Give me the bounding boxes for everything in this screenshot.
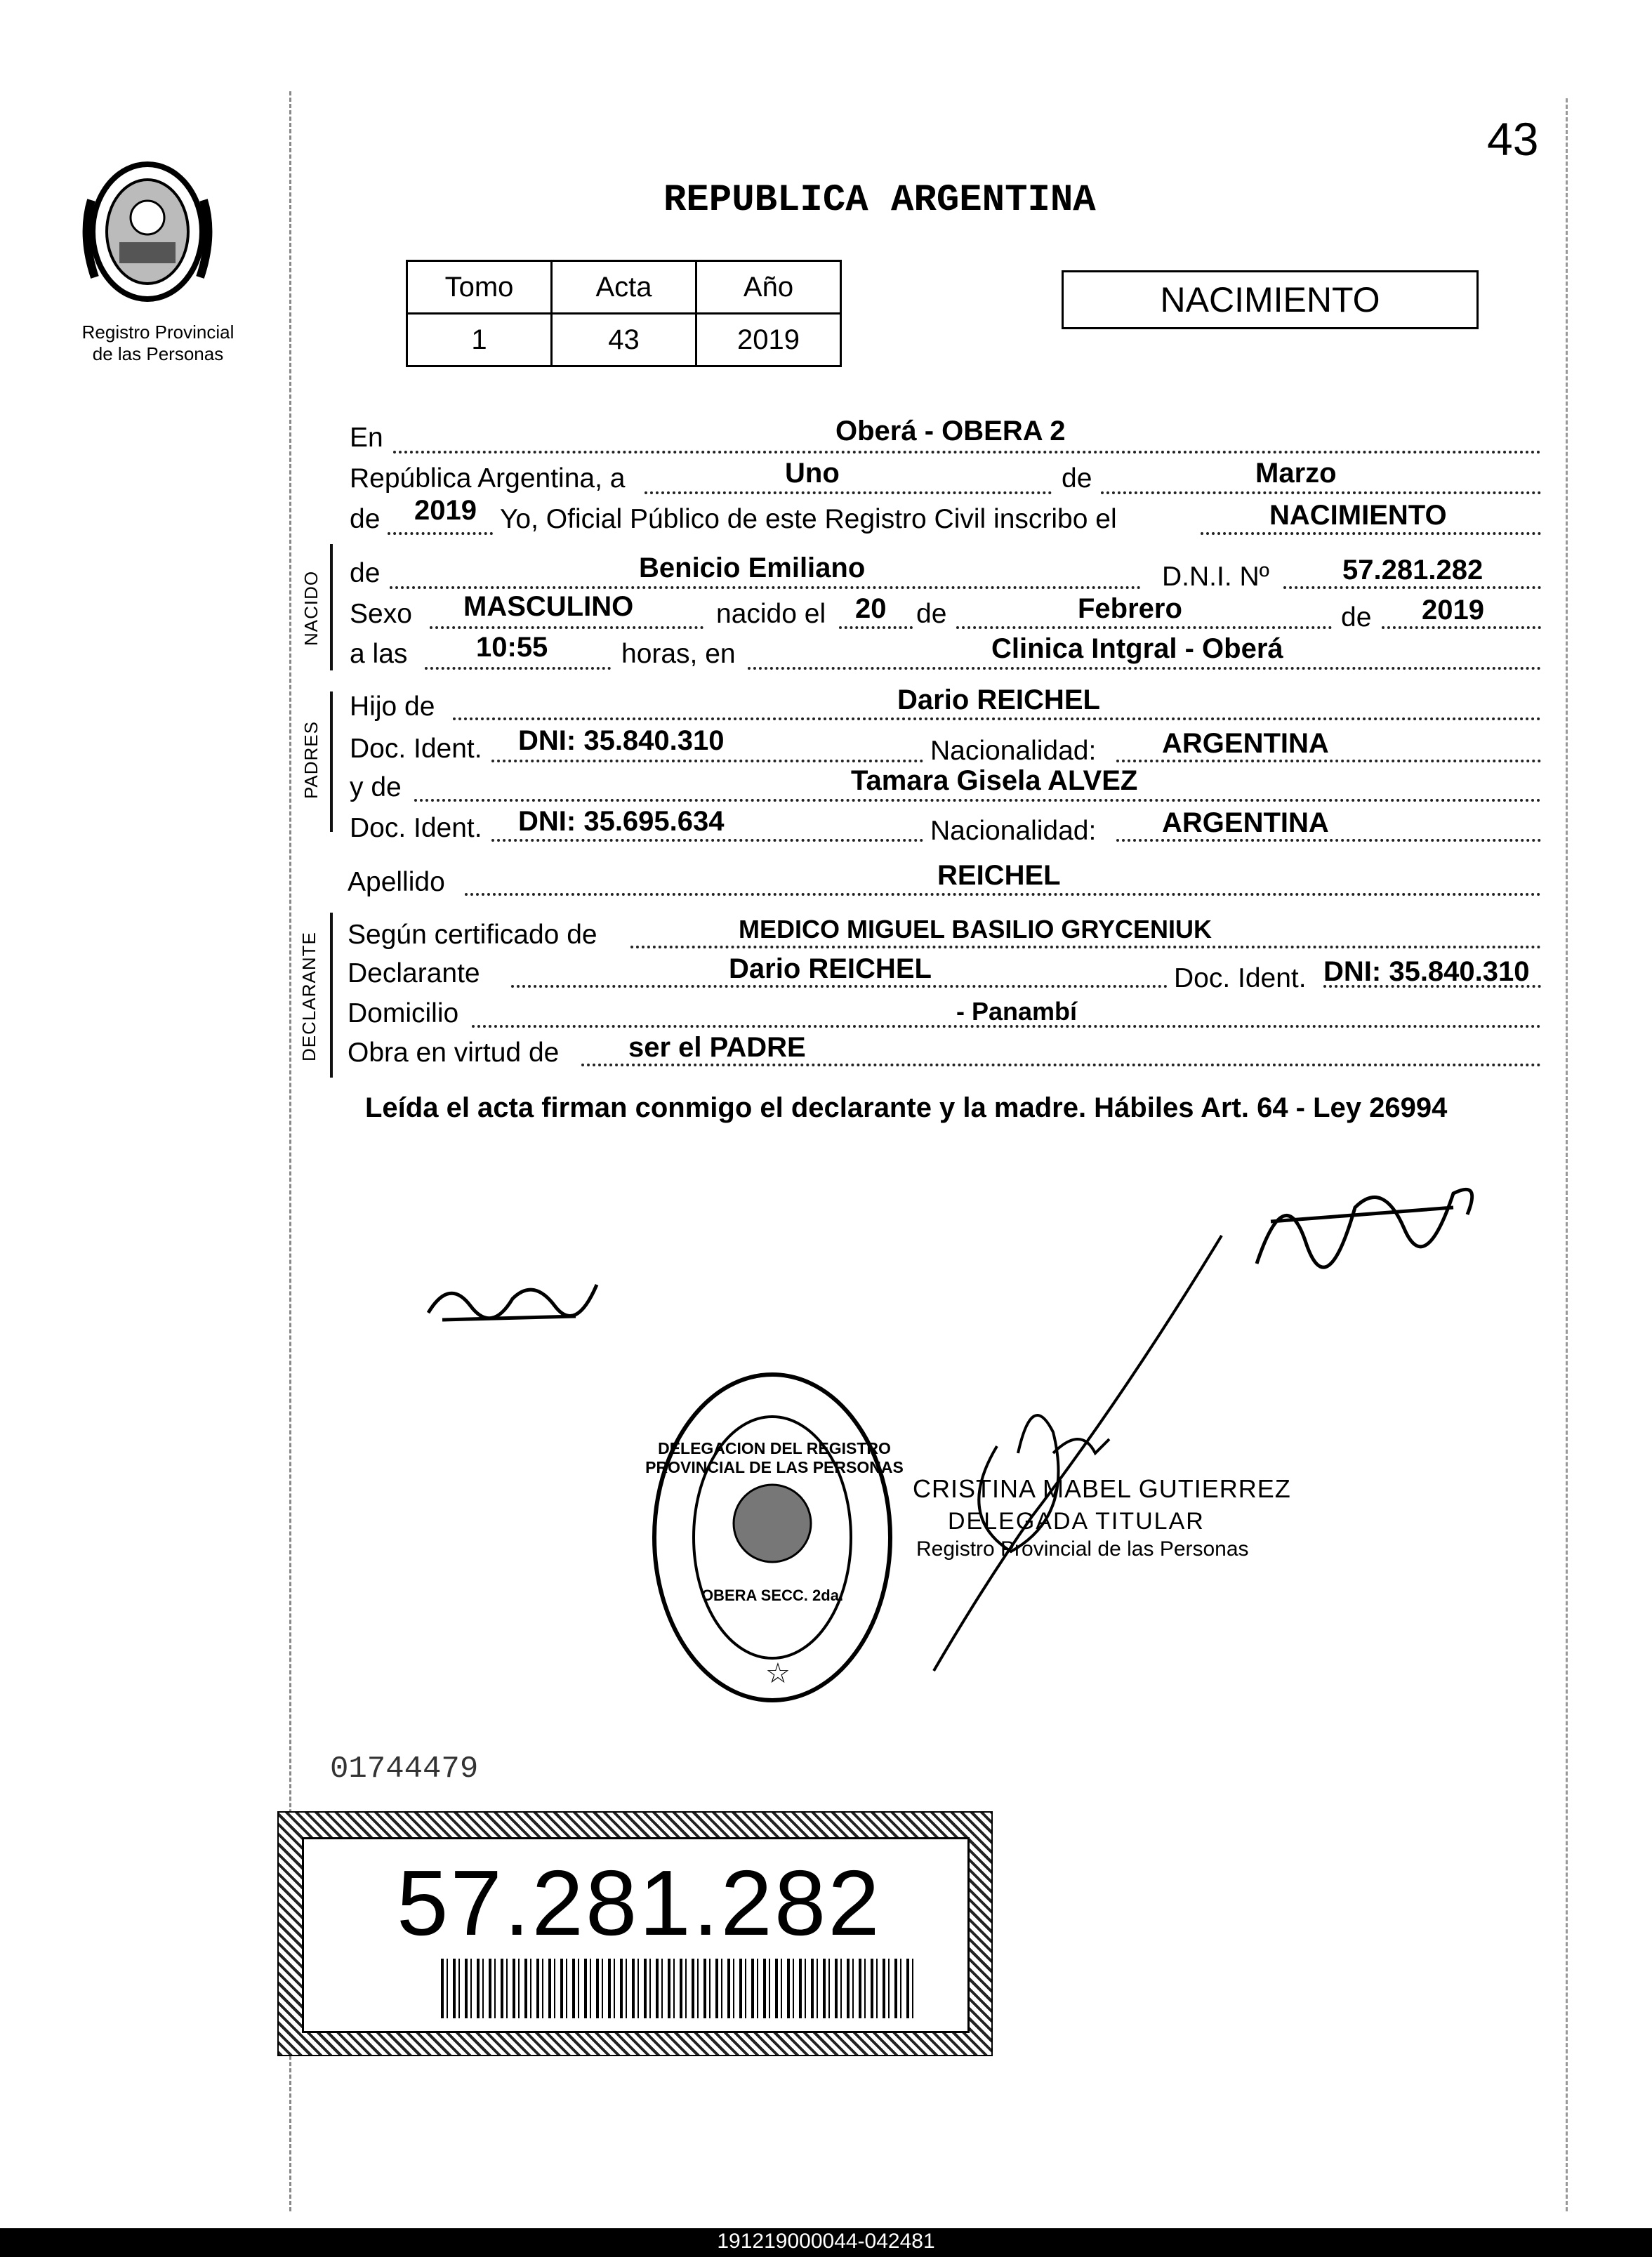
- dotted-line: [511, 985, 1168, 988]
- month-value: Marzo: [1255, 458, 1337, 489]
- ano-header: Año: [696, 261, 841, 314]
- obra-value: ser el PADRE: [628, 1032, 806, 1063]
- mother-signature: [1243, 1165, 1488, 1278]
- nacido-section-label: NACIDO: [300, 570, 322, 646]
- a-las-label: a las: [350, 639, 408, 669]
- declarante-label: Declarante: [348, 958, 480, 988]
- dotted-line: [390, 586, 1141, 589]
- dotted-line: [1116, 760, 1541, 762]
- official-org: Registro Provincial de las Personas: [916, 1537, 1249, 1561]
- republica-label: República Argentina, a: [350, 463, 626, 494]
- sexo-value: MASCULINO: [463, 591, 634, 622]
- dotted-line: [393, 451, 1541, 454]
- record-type: NACIMIENTO: [1160, 280, 1380, 319]
- year-value: 2019: [414, 495, 477, 526]
- birth-day: 20: [855, 593, 887, 624]
- birth-month: Febrero: [1078, 593, 1182, 624]
- dotted-line: [645, 491, 1052, 494]
- en-label: En: [350, 423, 383, 453]
- dotted-line: [1101, 491, 1541, 494]
- dni-big-number: 57.281.282: [397, 1851, 882, 1954]
- declarante-doc: DNI: 35.840.310: [1323, 956, 1530, 987]
- mother-name: Tamara Gisela ALVEZ: [851, 765, 1138, 796]
- birth-time: 10:55: [476, 632, 548, 663]
- dotted-line: [491, 839, 923, 842]
- section-bar: [330, 544, 333, 670]
- stamp-outer-text: DELEGACION DEL REGISTRO PROVINCIAL DE LAS PERSONAS: [645, 1439, 904, 1476]
- acta-value: 43: [552, 314, 696, 366]
- acta-header: Acta: [552, 261, 696, 314]
- dotted-line: [465, 893, 1541, 896]
- closing-text: Leída el acta firman conmigo el declarante y la madre. Hábiles Art. 64 - Ley 26994: [365, 1092, 1448, 1123]
- domicilio-label: Domicilio: [348, 998, 459, 1028]
- dotted-line: [1382, 626, 1541, 629]
- nacido-label: nacido el: [716, 599, 826, 629]
- day-value: Uno: [785, 458, 840, 489]
- hijo-label: Hijo de: [350, 691, 435, 722]
- child-name: Benicio Emiliano: [639, 552, 866, 583]
- dni-label: D.N.I. Nº: [1162, 562, 1269, 592]
- dotted-line: [630, 946, 1541, 948]
- declarante-name: Dario REICHEL: [729, 953, 932, 984]
- apellido-label: Apellido: [348, 867, 445, 897]
- oficial-text: Yo, Oficial Público de este Registro Civil inscribo el: [500, 504, 1117, 534]
- birth-place: Clinica Intgral - Oberá: [991, 633, 1283, 664]
- de-label: de: [916, 599, 947, 629]
- doc-label: Doc. Ident.: [350, 813, 482, 843]
- de-label: de: [350, 504, 381, 534]
- obra-label: Obra en virtud de: [348, 1038, 560, 1068]
- ano-value: 2019: [696, 314, 841, 366]
- official-signature: [913, 1222, 1278, 1685]
- de-label: de: [350, 558, 381, 588]
- domicilio-value: - Panambí: [956, 997, 1078, 1026]
- event-value: NACIMIENTO: [1269, 500, 1447, 531]
- stamp-inner-text: OBERA SECC. 2da.: [701, 1587, 844, 1604]
- doc-label: Doc. Ident.: [350, 734, 482, 764]
- dotted-line: [388, 532, 493, 535]
- dotted-line: [453, 717, 1541, 720]
- dotted-line: [1116, 839, 1541, 842]
- de-label: de: [1341, 602, 1372, 633]
- section-bar: [330, 691, 333, 832]
- dotted-line: [491, 760, 923, 762]
- dotted-line: [748, 667, 1541, 670]
- nacionalidad-label: Nacionalidad:: [930, 816, 1097, 846]
- certificado-label: Según certificado de: [348, 920, 597, 950]
- yde-label: y de: [350, 772, 402, 802]
- dotted-line: [581, 1064, 1541, 1066]
- record-table: [406, 260, 842, 367]
- record-type-box: [1062, 270, 1479, 329]
- child-dni: 57.281.282: [1342, 555, 1484, 585]
- dotted-line: [1283, 586, 1541, 589]
- nacionalidad-label: Nacionalidad:: [930, 736, 1097, 766]
- official-title: DELEGADA TITULAR: [948, 1508, 1205, 1535]
- right-margin-line: [1566, 98, 1568, 2211]
- declarante-section-label: DECLARANTE: [298, 932, 319, 1061]
- province-seal-logo: [77, 158, 218, 312]
- certificado-value: MEDICO MIGUEL BASILIO GRYCENIUK: [739, 915, 1212, 944]
- dotted-line: [956, 626, 1332, 629]
- doc-label: Doc. Ident.: [1174, 963, 1307, 993]
- official-stamp: [646, 1365, 899, 1709]
- section-bar: [330, 913, 333, 1078]
- official-name: CRISTINA MABEL GUTIERREZ: [913, 1474, 1291, 1503]
- father-nationality: ARGENTINA: [1162, 728, 1329, 759]
- father-doc: DNI: 35.840.310: [518, 725, 725, 756]
- registry-name: Registro Provincial de las Personas: [81, 322, 234, 364]
- place-value: Oberá - OBERA 2: [835, 416, 1066, 446]
- declarant-signature: [421, 1264, 618, 1334]
- dotted-line: [425, 667, 611, 670]
- padres-section-label: PADRES: [300, 721, 322, 799]
- dni-barcode: [441, 1959, 918, 2018]
- birth-year: 2019: [1422, 595, 1484, 626]
- mother-nationality: ARGENTINA: [1162, 807, 1329, 838]
- tomo-header: Tomo: [407, 261, 552, 314]
- horas-label: horas, en: [621, 639, 736, 669]
- footer-id: 191219000044-042481: [717, 2230, 935, 2253]
- tomo-value: 1: [407, 314, 552, 366]
- dotted-line: [430, 626, 703, 629]
- dotted-line: [1201, 532, 1541, 535]
- page-number: 43: [1487, 113, 1539, 165]
- dotted-line: [1323, 985, 1541, 988]
- dotted-line: [839, 626, 913, 629]
- mother-doc: DNI: 35.695.634: [518, 806, 725, 837]
- serial-number: 01744479: [330, 1752, 479, 1787]
- sexo-label: Sexo: [350, 599, 412, 629]
- apellido-value: REICHEL: [937, 860, 1061, 891]
- country-title: REPUBLICA ARGENTINA: [663, 179, 1096, 222]
- dotted-line: [414, 799, 1541, 802]
- father-name: Dario REICHEL: [897, 684, 1100, 715]
- svg-text:☆: ☆: [765, 1657, 791, 1690]
- de-label: de: [1062, 463, 1092, 494]
